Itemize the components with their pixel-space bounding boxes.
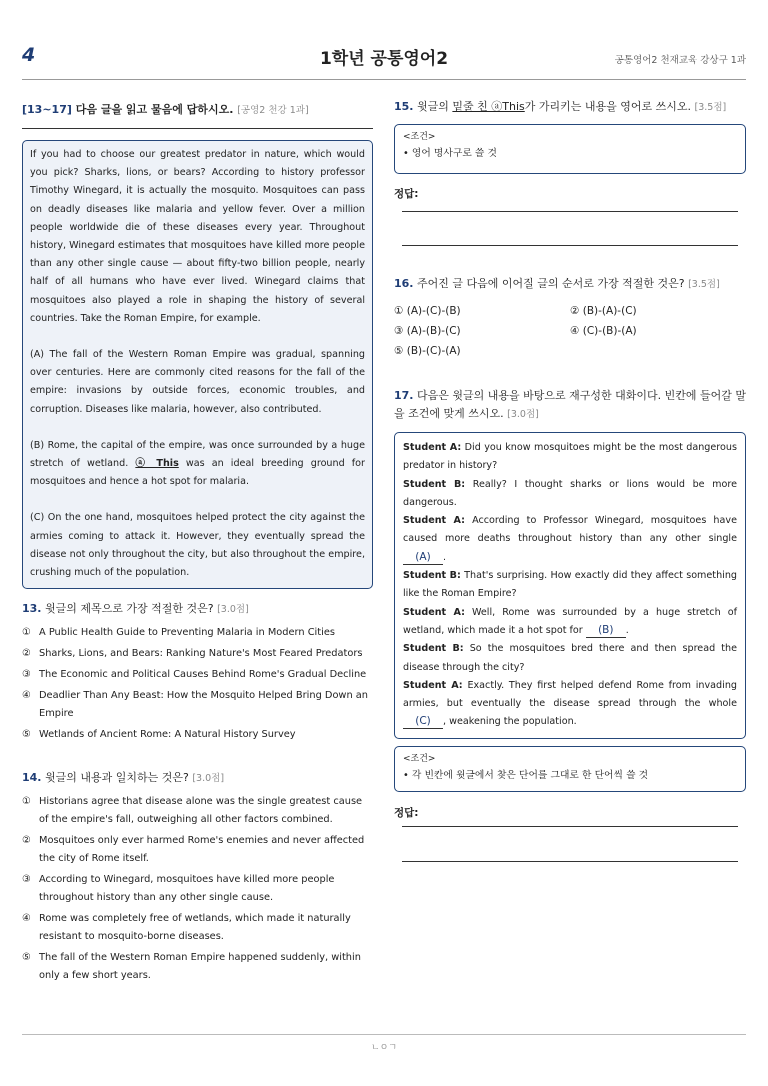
question-17-dialog [394, 432, 746, 739]
question-16-option-2[interactable]: ② (B)-(A)-(C) [570, 305, 637, 317]
question-17-answer-line-1[interactable] [402, 826, 738, 827]
question-15-points: [3.5점] [694, 102, 727, 113]
question-17-answer-line-2[interactable] [402, 861, 738, 862]
passage-b-before: (B) Rome, the capital of the empire, was once surrounded by a huge stretch of wetland. [30, 439, 365, 470]
question-13-option-1[interactable]: ① A Public Health Guide to Preventing Malaria in Modern Cities [22, 627, 335, 639]
question-15-stem [394, 97, 746, 118]
passage-paragraph-a: (A) The fall of the Western Roman Empire was gradual, spanning over centuries. Here are commonly cited reasons for the fall of the empire: invasions by outside forces, economic troubles, and corruption. Diseases like malaria, however, also contributed. [30, 349, 365, 415]
question-14-stem [22, 768, 373, 789]
dialog-line-1: Student A: Did you know mosquitoes might be the most dangerous predator in history? [403, 442, 737, 472]
question-15-condition-box [394, 124, 746, 174]
question-16-option-5[interactable]: ⑤ (B)-(C)-(A) [394, 345, 461, 357]
dialog-line-4: Student B: That's surprising. How exactly did they affect something like the Roman Empire? [403, 570, 737, 600]
blank-a[interactable]: (A) [403, 550, 443, 565]
question-14-points: [3.0점] [192, 773, 225, 785]
question-14-option-4[interactable]: ④ Rome was completely free of wetlands, which made it naturally resistant to mosquito-borne diseases. [22, 913, 351, 943]
question-15-condition: • 영어 명사구로 쓸 것 [403, 148, 497, 159]
dialog-line-7: Student A: Exactly. They first helped defend Rome from invading armies, but eventually the disease spread through the whole (C) , weakening the population. [403, 679, 737, 728]
question-17-condition-label: <조건> [403, 753, 436, 764]
question-17 [394, 387, 746, 862]
question-16-stem [394, 274, 746, 295]
right-column [394, 97, 746, 862]
question-17-condition: • 각 빈칸에 윗글에서 찾은 단어를 그대로 한 단어씩 쓸 것 [403, 769, 649, 781]
passage-paragraph-b [30, 437, 365, 492]
question-15-text-after: 가 가리키는 내용을 영어로 쓰시오. [524, 100, 691, 113]
question-17-text: 다음은 윗글의 내용을 바탕으로 재구성한 대화이다. 빈칸에 들어갈 말을 조건에 맞게 쓰시오. [394, 389, 746, 420]
passage-intro: If you had to choose our greatest predator in nature, which would you pick? Sharks, lions, or bears? According to history professor Timothy Winegard, it is actually the mosquito. Mosquitoes can pass on deadly diseases like malaria and yellow fever. Over a million people worldwide die of these diseases every year. Throughout history, Winegard estimates that mosquitoes have killed more people than any other single cause — about fifty-two billion people, nearly half of all humans who have ever lived. Winegard claims that mosquitoes also played a role in shaping the history of several countries. Take the Roman Empire, for example. [30, 149, 365, 324]
question-13-option-2[interactable]: ② Sharks, Lions, and Bears: Ranking Nature's Most Feared Predators [22, 648, 363, 660]
question-15-answer-line-1[interactable] [402, 211, 738, 212]
question-15-answer-label: 정답: [394, 188, 419, 200]
instruction-text: 다음 글을 읽고 물음에 답하시오. [75, 103, 234, 116]
question-15-underlined: 밑줄 친 ⓐThis [452, 100, 525, 113]
question-14-number: 14. [22, 771, 42, 785]
question-15 [394, 97, 746, 246]
question-16-points: [3.5점] [688, 279, 720, 290]
question-15-answer-line-2[interactable] [402, 245, 738, 246]
question-13 [22, 599, 373, 744]
question-16-option-4[interactable]: ④ (C)-(B)-(A) [570, 325, 637, 337]
question-17-condition-box [394, 746, 746, 792]
question-14-option-3[interactable]: ③ According to Winegard, mosquitoes have killed more people throughout history than any other single cause. [22, 874, 335, 904]
footer-text: ㄴㅇㄱ [370, 1043, 398, 1053]
question-14-options [22, 793, 373, 985]
question-13-number: 13. [22, 602, 42, 616]
question-13-stem [22, 599, 373, 620]
question-17-answer-label: 정답: [394, 806, 419, 819]
question-15-number: 15. [394, 100, 414, 113]
question-14-option-5[interactable]: ⑤ The fall of the Western Roman Empire happened suddenly, within only a few short years. [22, 952, 361, 982]
question-16-number: 16. [394, 277, 414, 290]
question-17-number: 17. [394, 389, 414, 402]
question-13-points: [3.0점] [217, 604, 249, 616]
footer-divider [22, 1034, 746, 1035]
question-15-condition-label: <조건> [403, 132, 436, 142]
question-16 [394, 274, 746, 361]
question-17-stem [394, 387, 746, 424]
question-14-text: 윗글의 내용과 일치하는 것은? [45, 771, 189, 785]
blank-c[interactable]: (C) [403, 714, 443, 729]
question-17-points: [3.0점] [507, 409, 539, 420]
instruction-source: [공영2 천강 1과] [237, 105, 309, 116]
question-16-options [394, 301, 746, 361]
dialog-line-5: Student A: Well, Rome was surrounded by a huge stretch of wetland, which made it a hot spot for (B) . [403, 606, 737, 636]
question-14-option-1[interactable]: ① Historians agree that disease alone was the single greatest cause of the empire's fall, outweighing all other factors combined. [22, 796, 363, 826]
passage-paragraph-c: (C) On the one hand, mosquitoes helped protect the city against the armies coming to attack it. However, they eventually spread the disease not only throughout the city, but also throughout the empire, crushing much of the population. [30, 512, 365, 579]
exam-subtitle: 공통영어2 천재교육 강상구 1과 [614, 55, 746, 66]
question-13-text: 윗글의 제목으로 가장 적절한 것은? [45, 602, 214, 616]
reading-passage [22, 140, 373, 589]
exam-title: 1학년 공통영어2 [319, 49, 449, 69]
question-16-text: 주어진 글 다음에 이어질 글의 순서로 가장 적절한 것은? [417, 277, 685, 290]
left-column [22, 100, 373, 988]
dialog-line-3: Student A: According to Professor Winegard, mosquitoes have caused more deaths throughout history than any other single (A) . [403, 515, 737, 563]
question-14 [22, 768, 373, 985]
question-16-option-1[interactable]: ① (A)-(C)-(B) [394, 305, 461, 317]
dialog-line-2: Student B: Really? I thought sharks or lions would be more dangerous. [403, 478, 737, 508]
page-header [22, 0, 746, 80]
instruction [22, 100, 373, 120]
question-13-option-4[interactable]: ④ Deadlier Than Any Beast: How the Mosquito Helped Bring Down an Empire [22, 690, 368, 720]
question-range: [13~17] [22, 103, 72, 116]
passage-b-after: was an ideal breeding ground for mosquitoes and hence a hot spot for malaria. [30, 458, 365, 488]
question-13-option-5[interactable]: ⑤ Wetlands of Ancient Rome: A Natural History Survey [22, 729, 296, 741]
question-14-option-2[interactable]: ② Mosquitoes only ever harmed Rome's enemies and never affected the city of Rome itself. [22, 835, 365, 865]
dialog-line-6: Student B: So the mosquitoes bred there and then spread the disease through the city? [403, 643, 737, 673]
question-13-option-3[interactable]: ③ The Economic and Political Causes Behind Rome's Gradual Decline [22, 669, 367, 681]
blank-b[interactable]: (B) [586, 623, 626, 638]
question-16-option-3[interactable]: ③ (A)-(B)-(C) [394, 325, 461, 337]
question-13-options [22, 624, 373, 744]
page-number: 4 [22, 44, 36, 66]
underlined-this: ⓐ This [135, 458, 179, 470]
question-15-text-before: 윗글의 [417, 100, 449, 113]
instruction-divider [22, 128, 373, 129]
